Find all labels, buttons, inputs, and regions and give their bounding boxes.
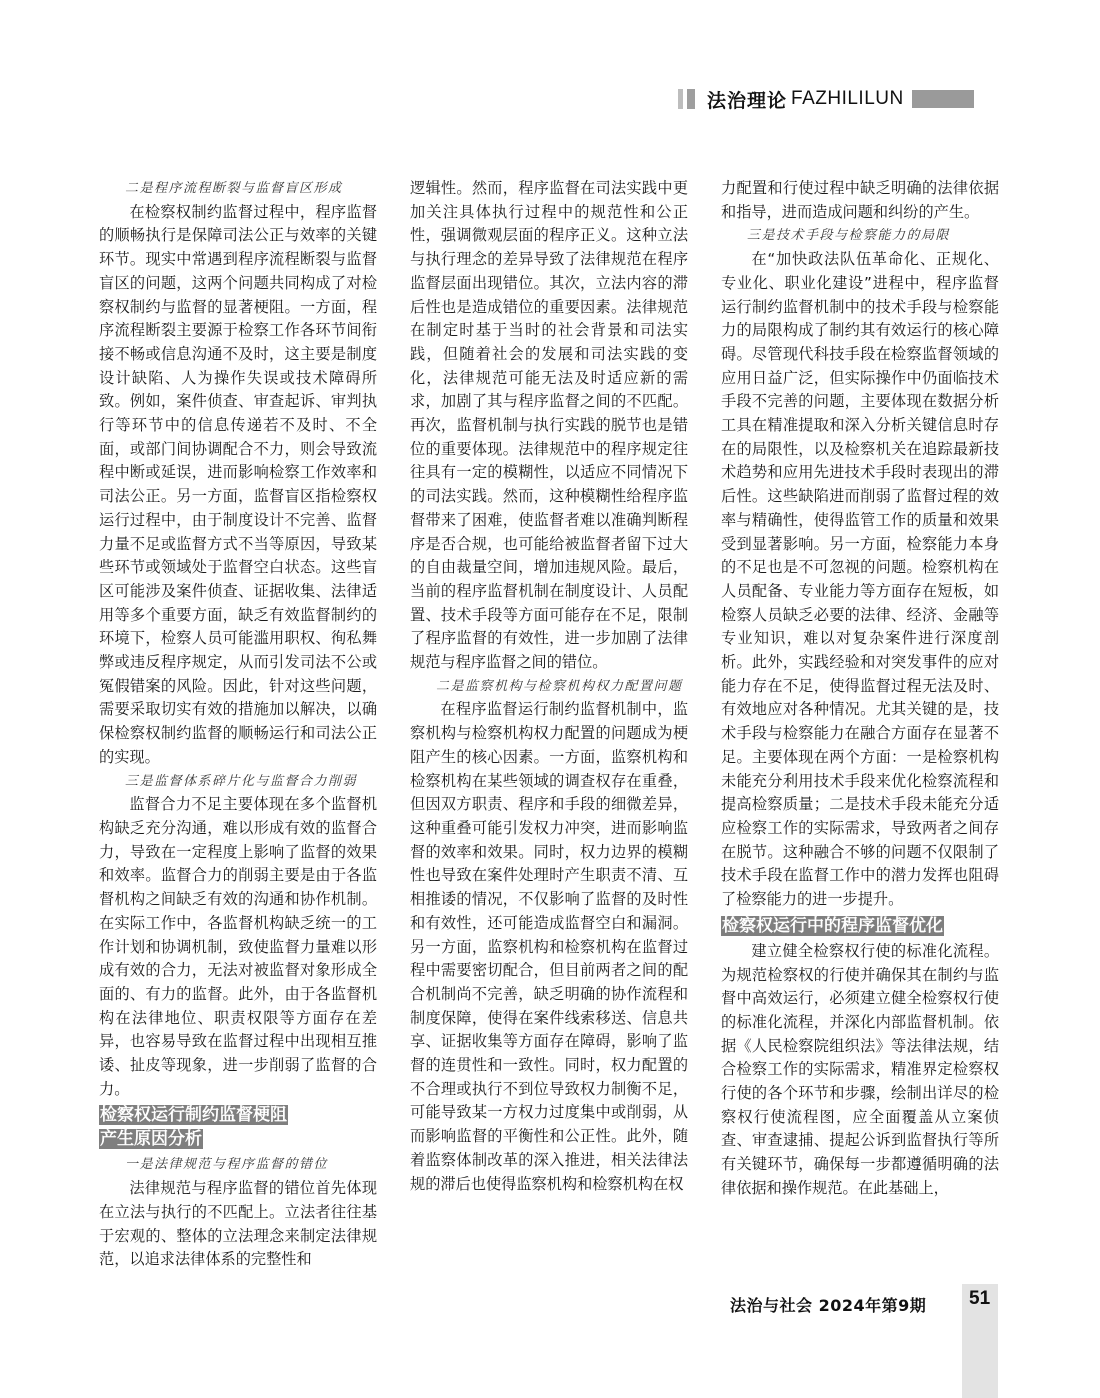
column-2 <box>410 177 688 1196</box>
column-3 <box>721 177 999 1201</box>
header-tail-bar <box>912 90 974 108</box>
column-1 <box>99 177 377 1272</box>
subheading: 一是法律规范与程序监督的错位 <box>125 1157 329 1173</box>
section-subtitle: FAZHILILUN <box>791 88 904 109</box>
subheading: 三是监督体系碎片化与监督合力削弱 <box>125 773 358 789</box>
paragraph: 在检察权制约监督过程中，程序监督的顺畅执行是保障司法公正与效率的关键环节。现实中常遇到程序流程断裂与监督盲区的问题，这两个问题共同构成了对检察权制约与监督的显著梗阻。一方面，程序流程断裂主要源于检察工作各环节间衔接不畅或信息沟通不及时，这主要是制度设计缺陷、人为操作失误或技术障碍所致。例如，案件侦查、审查起诉、审判执行等环节中的信息传递若不及时、不全面，或部门间协调配合不力，则会导致流程中断或延误，进而影响检察工作效率和司法公正。另一方面，监督盲区指检察权运行过程中，由于制度设计不完善、监督力量不足或监督方式不当等原因，导致某些环节或领域处于监督空白状态。这些盲区可能涉及案件侦查、证据收集、法律适用等多个重要方面，缺乏有效监督制约的环境下，检察人员可能滥用职权、徇私舞弊或违反程序规定，从而引发司法不公或冤假错案的风险。因此，针对这些问题，需要采取切实有效的措施加以解决，以确保检察权制约监督的顺畅运行和司法公正的实现。 <box>99 202 377 766</box>
journal-info: 法治与社会 2024年第9期 <box>730 1296 927 1315</box>
section-heading-line: 检察权运行中的程序监督优化 <box>722 915 943 936</box>
paragraph: 在程序监督运行制约监督机制中，监察机构与检察机构权力配置的问题成为梗阻产生的核心因素。一方面，监察机构和检察机构在某些领域的调查权存在重叠，但因双方职责、程序和手段的细微差异，这种重叠可能引发权力冲突，进而影响监督的效率和效果。同时，权力边界的模糊性也导致在案件处理时产生职责不清、互相推诿的情况，不仅影响了监督的及时性和有效性，还可能造成监督空白和漏洞。另一方面，监察机构和检察机构在监督过程中需要密切配合，但目前两者之间的配合机制尚不完善，缺乏明确的协作流程和制度保障，使得在案件线索移送、信息共享、证据收集等方面存在障碍，影响了监督的连贯性和一致性。同时，权力配置的不合理或执行不到位导致权力制衡不足，可能导致某一方权力过度集中或削弱，从而影响监督的平衡性和公正性。此外，随着监察体制改革的深入推进，相关法律法规的滞后也使得监察机构和检察机构在权 <box>410 700 688 1193</box>
paragraph: 逻辑性。然而，程序监督在司法实践中更加关注具体执行过程中的规范性和公正性，强调微观层面的程序正义。这种立法与执行理念的差异导致了法律规范在程序监督层面出现错位。其次，立法内容的滞后性也是造成错位的重要因素。法律规范在制定时基于当时的社会背景和司法实践，但随着社会的发展和司法实践的变化，法律规范可能无法及时适应新的需求，加剧了其与程序监督之间的不匹配。再次，监督机制与执行实践的脱节也是错位的重要体现。法律规范中的程序规定往往具有一定的模糊性，以适应不同情况下的司法实践。然而，这种模糊性给程序监督带来了困难，使监督者难以准确判断程序是否合规，也可能给被监督者留下过大的自由裁量空间，增加违规风险。最后，当前的程序监督机制在制度设计、人员配置、技术手段等方面可能存在不足，限制了程序监督的有效性，进一步加剧了法律规范与程序监督之间的错位。 <box>410 179 688 672</box>
section-title: 法治理论 <box>707 89 788 112</box>
subheading: 三是技术手段与检察能力的局限 <box>747 228 951 244</box>
header-bar-decor <box>687 89 695 109</box>
page-number: 51 <box>969 1288 991 1309</box>
header-bar-decor <box>678 89 683 109</box>
section-heading-line: 检察权运行制约监督梗阻 <box>100 1105 287 1126</box>
section-heading-line: 产生原因分析 <box>100 1129 202 1150</box>
paragraph: 监督合力不足主要体现在多个监督机构缺乏充分沟通，难以形成有效的监督合力，导致在一定程度上影响了监督的效果和效率。监督合力的削弱主要是由于各监督机构之间缺乏有效的沟通和协作机制。在实际工作中，各监督机构缺乏统一的工作计划和协调机制，致使监督力量难以形成有效的合力，无法对被监督对象形成全面的、有力的监督。此外，由于各监督机构在法律地位、职责权限等方面存在差异，也容易导致在监督过程中出现相互推诿、扯皮等现象，进一步削弱了监督的合力。 <box>99 795 377 1098</box>
paragraph: 力配置和行使过程中缺乏明确的法律依据和指导，进而造成问题和纠纷的产生。 <box>721 179 999 221</box>
subheading: 二是程序流程断裂与监督盲区形成 <box>125 181 343 196</box>
subheading: 二是监察机构与检察机构权力配置问题 <box>436 678 683 694</box>
section-heading <box>721 914 999 938</box>
paragraph: 建立健全检察权行使的标准化流程。为规范检察权的行使并确保其在制约与监督中高效运行，必须建立健全检察权行使的标准化流程，并深化内部监督机制。依据《人民检察院组织法》等法律法规，结合检察工作的实际需求，精准界定检察权行使的各个环节和步骤，绘制出详尽的检察权行使流程图，应全面覆盖从立案侦查、审查逮捕、提起公诉到监督执行等所有关键环节，确保每一步都遵循明确的法律依据和操作规范。在此基础上， <box>721 941 999 1197</box>
section-header <box>678 88 974 110</box>
paragraph: 在“加快政法队伍革命化、正规化、专业化、职业化建设”进程中，程序监督运行制约监督机制中的技术手段与检察能力的局限构成了制约其有效运行的核心障碍。尽管现代科技手段在检察监督领域的应用日益广泛，但实际操作中仍面临技术手段不完善的问题，主要体现在数据分析工具在精准提取和深入分析关键信息时存在的局限性，以及检察机关在追踪最新技术趋势和应用先进技术手段时表现出的滞后性。这些缺陷进而削弱了监督过程的效率与精确性，使得监管工作的质量和效果受到显著影响。另一方面，检察能力本身的不足也是不可忽视的问题。检察机构在人员配备、专业能力等方面存在短板，如检察人员缺乏必要的法律、经济、金融等专业知识，难以对复杂案件进行深度剖析。此外，实践经验和对突发事件的应对能力存在不足，使得监督过程无法及时、有效地应对各种情况。尤其关键的是，技术手段与检察能力在融合方面存在显著不足。主要体现在两个方面：一是检察机构未能充分利用技术手段来优化检察流程和提高检察质量；二是技术手段未能充分适应检察工作的实际需求，导致两者之间存在脱节。这种融合不够的问题不仅限制了技术手段在监督工作中的潜力发挥也阻碍了检察能力的进一步提升。 <box>721 250 999 909</box>
paragraph: 法律规范与程序监督的错位首先体现在立法与执行的不匹配上。立法者往往基于宏观的、整体的立法理念来制定法律规范，以追求法律体系的完整性和 <box>99 1179 377 1269</box>
section-heading <box>99 1103 377 1151</box>
